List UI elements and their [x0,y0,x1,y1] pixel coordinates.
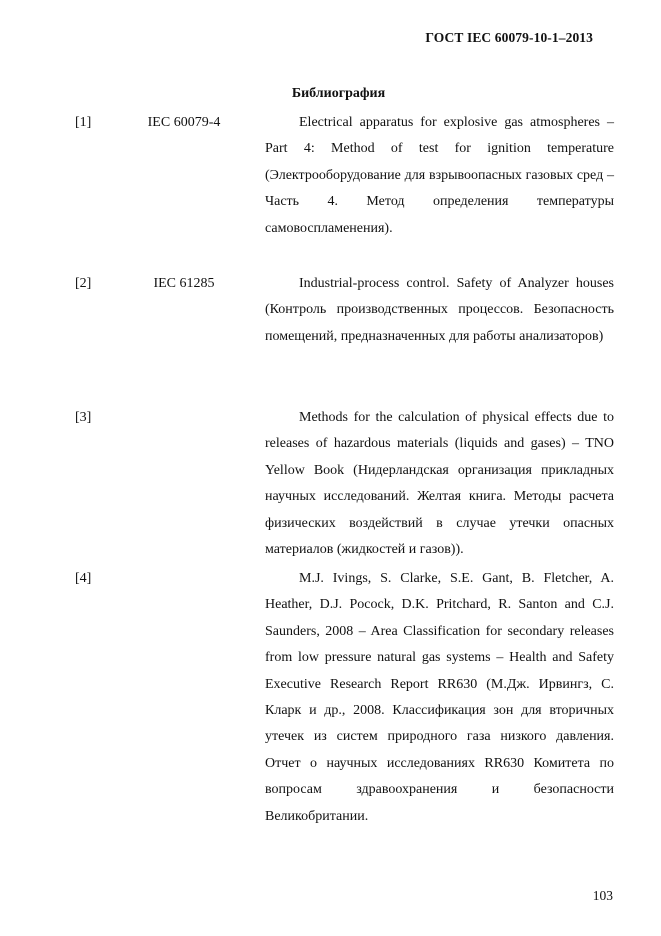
page-number: 103 [592,888,613,903]
entry-text: Industrial-process control. Safety of Analyzer houses (Контроль производственных процессов. Безопасность помещений, предназначенных для работы анализаторов) [265,276,614,344]
section-title: Библиография [291,86,386,101]
entry-number: [2] [75,276,92,291]
entry-text: M.J. Ivings, S. Clarke, S.E. Gant, B. Fletcher, A. Heather, D.J. Pocock, D.K. Pritchard, R. Santon and C.J. Saunders, 2008 – Area Classification for secondary releases from low pressure natural gas systems – Health and Safety Executive Research Report RR630 (М.Дж. Ирвингз, С. Кларк и др., 2008. Классификация зон для вторичных утечек из систем природного газа низкого давления. Отчет о научных исследованиях RR630 Комитета по вопросам здравоохранения и безопасности Великобритании. [265,571,614,824]
entry-number: [4] [75,571,92,586]
entry-code: IEC 61285 [153,276,215,291]
document-header: ГОСТ IEC 60079-10-1–2013 [425,30,593,45]
entry-text: Electrical apparatus for explosive gas atmospheres – Part 4: Method of test for ignition temperature (Электрооборудование для взрывоопасных газовых сред – Часть 4. Метод определения температуры самовоспламенения). [265,115,614,236]
entry-number: [1] [75,115,92,130]
entry-number: [3] [75,410,92,425]
entry-code: IEC 60079-4 [147,115,221,130]
entry-text: Methods for the calculation of physical effects due to releases of hazardous materials (liquids and gases) – TNO Yellow Book (Нидерландская организация прикладных научных исследований. Желтая книга. Методы расчета физических воздействий в случае утечки опасных материалов (жидкостей и газов)). [265,410,614,558]
